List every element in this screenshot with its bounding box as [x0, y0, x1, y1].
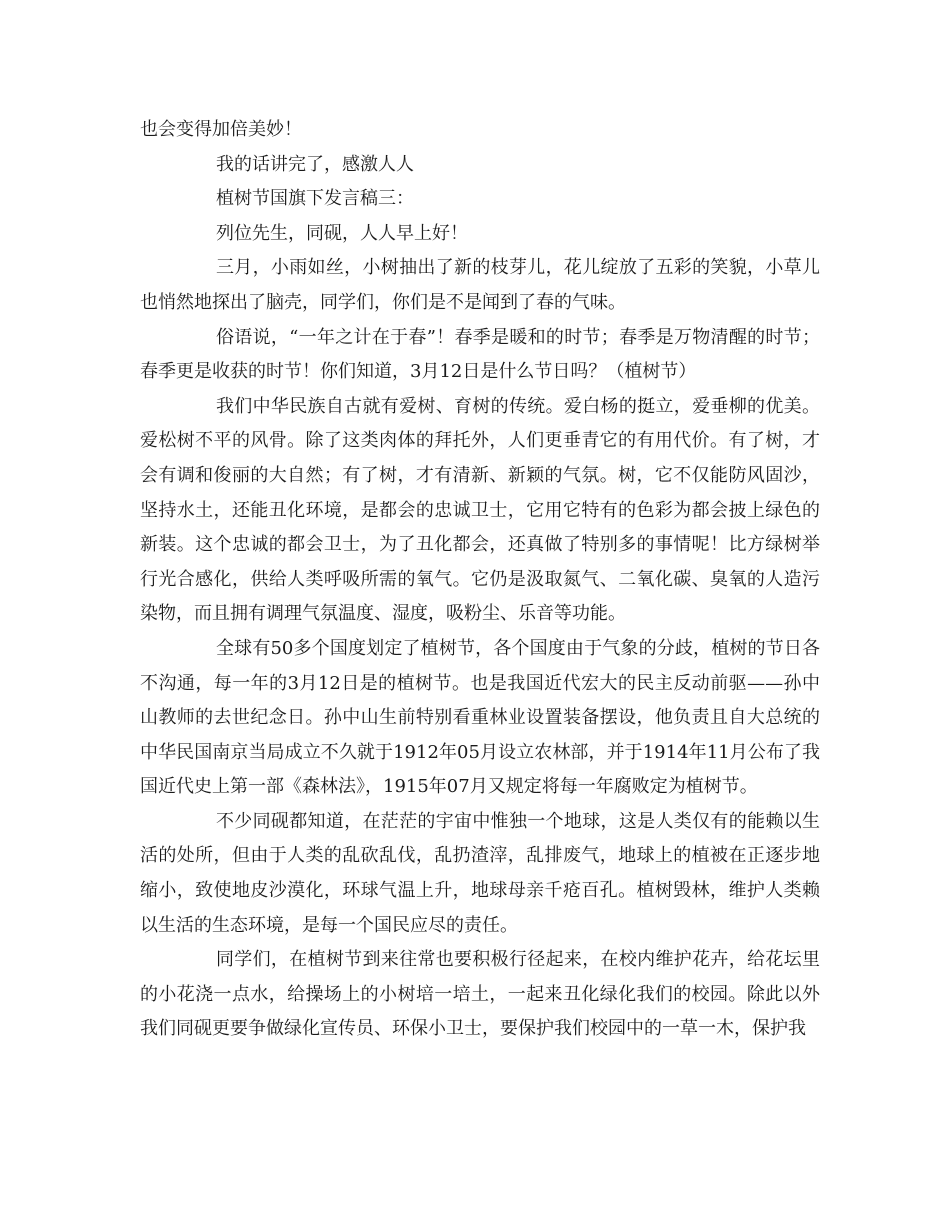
paragraph-1: 也会变得加倍美妙！	[140, 119, 302, 140]
paragraph-5: 三月，小雨如丝，小树抽出了新的枝芽儿，花儿绽放了五彩的笑貌，小草儿也悄然地探出了脑壳，同学们，你们是不是闻到了春的气味。	[140, 257, 820, 313]
paragraph-3-heading: 植树节国旗下发言稿三：	[216, 188, 414, 210]
paragraph-7: 我们中华民族自古就有爱树、育树的传统。爱白杨的挺立，爱垂柳的优美。爱松树不平的风骨。除了这类肉体的拜托外，人们更垂青它的有用代价。有了树，才会有调和俊丽的大自然；有了树，才有清新、新颖的气氛。树，它不仅能防风固沙，坚持水土，还能丑化环境，是都会的忠诚卫士，它用它特有的色彩为都会披上绿色的新装。这个忠诚的都会卫士，为了丑化都会，还真做了特别多的事情呢！比方绿树举行光合感化，供给人类呼吸所需的氧气。它仍是汲取氮气、二氧化碳、臭氧的人造污染物，而且拥有调理气氛温度、湿度，吸粉尘、乐音等功能。	[140, 395, 820, 625]
paragraph-6: 俗语说，“一年之计在于春”！春季是暖和的时节；春季是万物清醒的时节；春季更是收获的时节！你们知道，3月12日是什么节日吗？（植树节）	[140, 326, 820, 383]
paragraph-4-greeting: 列位先生，同砚，人人早上好！	[216, 222, 468, 244]
paragraph-2: 我的话讲完了，感激人人	[216, 153, 414, 175]
paragraph-10: 同学们，在植树节到来往常也要积极行径起来，在校内维护花卉，给花坛里的小花浇一点水，给操场上的小树培一培土，一起来丑化绿化我们的校园。除此以外我们同砚更要争做绿化宣传员、环保小卫士，要保护我们校园中的一草一木，保护我	[140, 949, 820, 1040]
document-body	[140, 113, 820, 1047]
paragraph-9: 不少同砚都知道，在茫茫的宇宙中惟独一个地球，这是人类仅有的能赖以生活的处所，但由于人类的乱砍乱伐，乱扔渣滓，乱排废气，地球上的植被在正逐步地缩小，致使地皮沙漠化，环球气温上升，地球母亲千疮百孔。植树毁林，维护人类赖以生活的生态环境，是每一个国民应尽的责任。	[140, 810, 820, 936]
paragraph-8: 全球有50多个国度划定了植树节，各个国度由于气象的分歧，植树的节日各不沟通，每一年的3月12日是的植树节。也是我国近代宏大的民主反动前驱——孙中山教师的去世纪念日。孙中山生前特别看重林业设置装备摆设，他负责且自大总统的中华民国南京当局成立不久就于1912年05月设立农林部，并于1914年11月公布了我国近代史上第一部《森林法》，1915年07月又规定将每一年腐败定为植树节。	[140, 637, 820, 798]
